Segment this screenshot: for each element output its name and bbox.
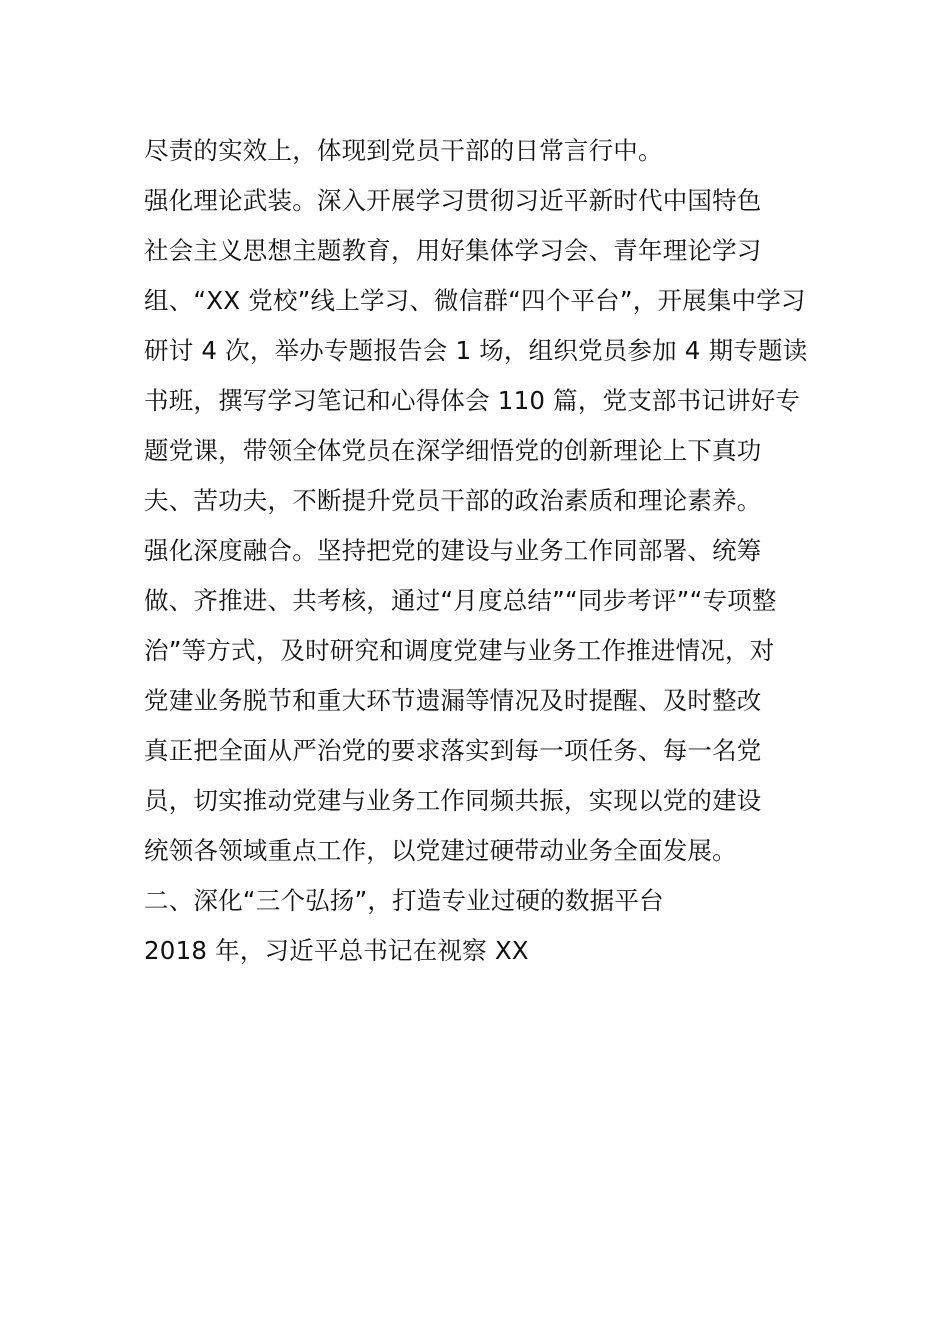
text-line-13: 真正把全面从严治党的要求落实到每一项任务、每一名党: [144, 736, 762, 765]
text-line-8: 夫、苦功夫，不断提升党员干部的政治素质和理论素养。: [144, 486, 762, 515]
text-line-11: 治”等方式，及时研究和调度党建与业务工作推进情况，对: [144, 636, 775, 665]
section-heading-two: 二、深化“三个弘扬”，打造专业过硬的数据平台: [144, 886, 664, 915]
body-text: [144, 126, 814, 976]
paragraph-heading-integration: 强化深度融合。坚持把党的建设与业务工作同部署、统筹: [144, 536, 762, 565]
text-line-7: 题党课，带领全体党员在深学细悟党的创新理论上下真功: [144, 436, 762, 465]
text-line-10: 做、齐推进、共考核，通过“月度总结”“同步考评”“专项整: [144, 586, 777, 615]
text-line-15: 统领各领域重点工作，以党建过硬带动业务全面发展。: [144, 836, 737, 865]
text-line-14: 员，切实推动党建与业务工作同频共振，实现以党的建设: [144, 786, 762, 815]
text-line-5: 研讨 4 次，举办专题报告会 1 场，组织党员参加 4 期专题读: [144, 336, 808, 365]
paragraph-heading-theory: 强化理论武装。深入开展学习贯彻习近平新时代中国特色: [144, 186, 762, 215]
text-line-6: 书班，撰写学习笔记和心得体会 110 篇，党支部书记讲好专: [144, 386, 801, 415]
text-line-1: 尽责的实效上，体现到党员干部的日常言行中。: [144, 136, 663, 165]
text-line-4: 组、“XX 党校”线上学习、微信群“四个平台”，开展集中学习: [144, 286, 806, 315]
text-line-3: 社会主义思想主题教育，用好集体学习会、青年理论学习: [144, 236, 762, 265]
text-line-12: 党建业务脱节和重大环节遗漏等情况及时提醒、及时整改: [144, 686, 762, 715]
text-line-17: 2018 年，习近平总书记在视察 XX: [144, 936, 529, 965]
